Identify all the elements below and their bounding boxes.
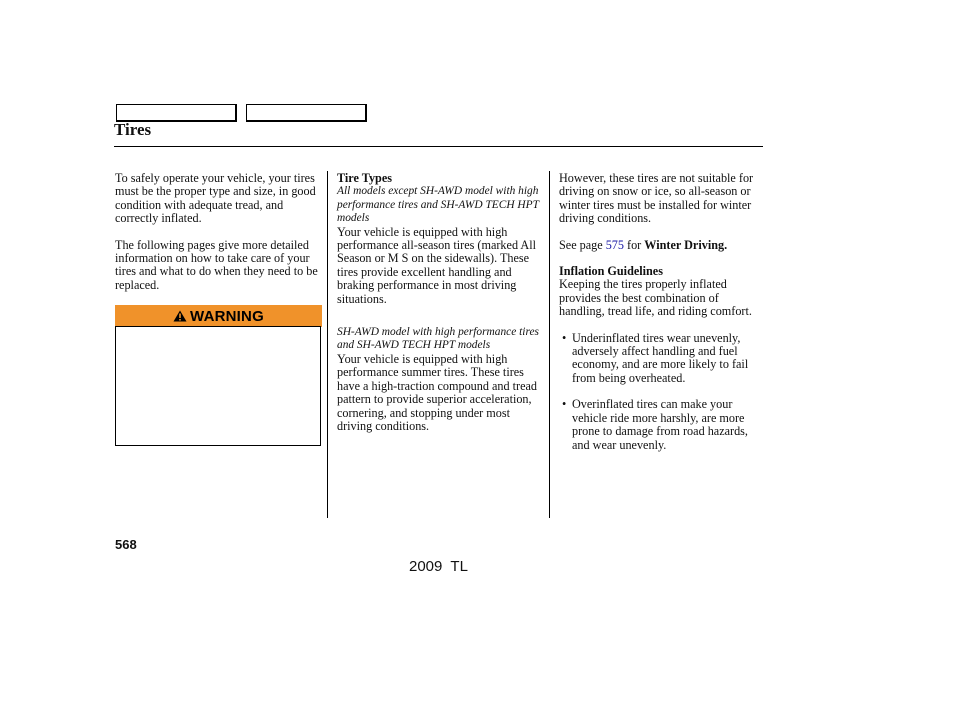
model-note: SH-AWD model with high performance tires and SH-AWD TECH HPT models: [337, 326, 539, 352]
column-divider: [549, 171, 550, 518]
see-target: Winter Driving.: [644, 237, 728, 252]
title-rule: [114, 146, 763, 147]
inflation-paragraph: Keeping the tires properly inflated provides the best combination of handling, tread life, and riding comfort.: [559, 277, 752, 319]
warning-box: [115, 326, 321, 446]
see-page-reference: [559, 239, 763, 252]
column-divider: [327, 171, 328, 518]
list-item: • Overinflated tires can make your vehicle ride more harshly, are more prone to damage from road hazards, and wear unevenly.: [559, 398, 763, 452]
page-link[interactable]: 575: [605, 237, 624, 252]
warning-header: [115, 305, 322, 327]
tire-types-heading: Tire Types: [337, 171, 392, 185]
warning-label: WARNING: [190, 307, 264, 325]
see-prefix: See page: [559, 237, 603, 252]
nav-next-button[interactable]: [246, 104, 367, 122]
column-1: [115, 172, 321, 292]
page-title: Tires: [114, 120, 152, 139]
inflation-bullets: [559, 332, 763, 452]
page-number: 568: [115, 537, 137, 552]
inflation-heading: Inflation Guidelines: [559, 264, 663, 279]
suitability-paragraph: However, these tires are not suitable for driving on snow or ice, so all-season or winter tires must be installed for winter driving conditions.: [559, 171, 754, 226]
list-item: • Underinflated tires wear unevenly, adversely affect handling and fuel economy, and are more likely to fail from being overheated.: [559, 332, 763, 386]
column-2: [337, 172, 543, 433]
intro-paragraph: To safely operate your vehicle, your tires must be the proper type and size, in good condition with adequate tread, and correctly inflated.: [115, 171, 316, 226]
see-mid: for: [627, 237, 642, 252]
column-3: [559, 172, 763, 452]
summer-paragraph: Your vehicle is equipped with high performance summer tires. These tires have a high-traction compound and tread pattern to provide superior acceleration, cornering, and stopping under most driving conditions.: [337, 351, 538, 433]
info-paragraph: The following pages give more detailed information on how to take care of your tires and what to do when they need to be replaced.: [115, 237, 318, 292]
all-season-paragraph: Your vehicle is equipped with high performance all-season tires (marked All Season or M S on the sidewalls). These tires provide excellent handling and braking performance in most driving situations.: [337, 224, 536, 306]
warning-triangle-icon: [173, 310, 187, 322]
model-note: All models except SH-AWD model with high performance tires and SH-AWD TECH HPT models: [337, 185, 539, 225]
footer-model: 2009 TL: [409, 558, 468, 575]
